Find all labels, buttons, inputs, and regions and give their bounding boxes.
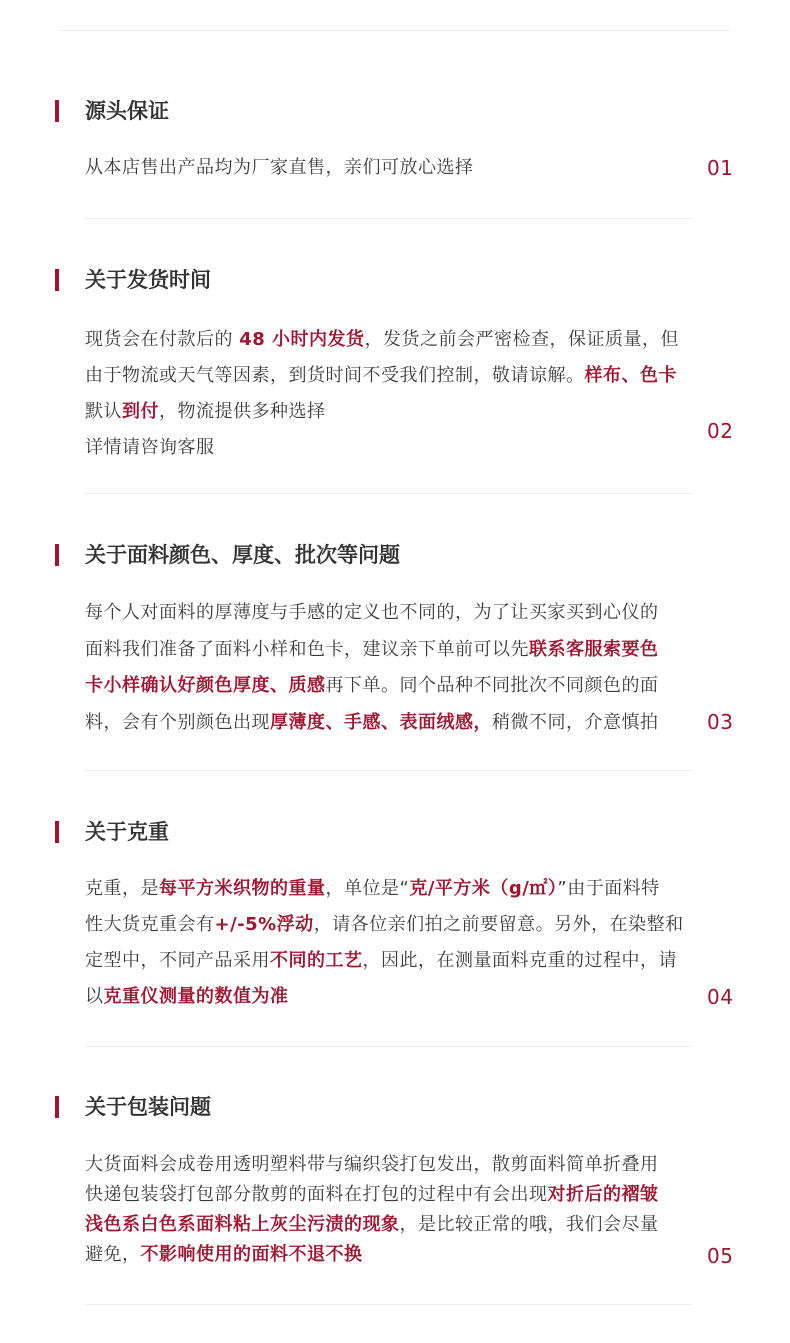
highlight-text: 不影响使用的面料不退不换 <box>140 1244 363 1265</box>
body-text: ”由于面料特 <box>557 878 660 899</box>
section-divider <box>85 1304 692 1305</box>
section-title: 关于面料颜色、厚度、批次等问题 <box>85 543 400 567</box>
body-text: 快递包装袋打包部分散剪的面料在打包的过程中有会出现 <box>85 1184 548 1205</box>
body-text: 详情请咨询客服 <box>85 437 215 458</box>
body-line <box>85 907 693 943</box>
body-text: 克重，是 <box>85 878 159 899</box>
title-accent-bar <box>55 544 59 566</box>
body-line <box>85 595 693 632</box>
body-text: 定型中，不同产品采用 <box>85 950 270 971</box>
body-text: 性大货克重会有 <box>85 914 215 935</box>
body-line <box>85 1240 693 1270</box>
body-text: 稍微不同，介意慎拍 <box>492 711 659 733</box>
highlight-text: 样布、色卡 <box>584 365 677 386</box>
title-accent-bar <box>55 100 59 122</box>
highlight-text: 对折后的褶皱 <box>547 1184 659 1205</box>
body-line <box>85 979 693 1015</box>
highlight-text: +/-5%浮动 <box>214 914 314 935</box>
section-number: 03 <box>707 710 734 734</box>
section-divider <box>85 218 692 219</box>
section-body <box>85 322 693 466</box>
body-text: 默认 <box>85 401 122 422</box>
section-divider <box>85 1046 692 1047</box>
body-line <box>85 871 693 907</box>
section-body <box>85 156 693 180</box>
body-line <box>85 943 693 979</box>
title-accent-bar <box>55 821 59 843</box>
body-line <box>85 156 693 180</box>
body-line <box>85 322 693 358</box>
body-line <box>85 1150 693 1180</box>
highlight-text: 联系客服索要色 <box>529 638 659 660</box>
body-text: ，是比较正常的哦，我们会尽量 <box>399 1214 659 1235</box>
section-body <box>85 871 693 1015</box>
section-title: 源头保证 <box>85 99 169 123</box>
body-line <box>85 668 693 705</box>
body-text: 从本店售出产品均为厂家直售，亲们可放心选择 <box>85 157 474 178</box>
section-title: 关于克重 <box>85 820 169 844</box>
body-text: 每个人对面料的厚薄度与手感的定义也不同的，为了让买家买到心仪的 <box>85 602 659 623</box>
body-text: ，单位是“ <box>325 878 410 899</box>
body-line <box>85 1180 693 1210</box>
title-accent-bar <box>55 269 59 291</box>
section-body <box>85 595 693 741</box>
highlight-text: 到付 <box>122 401 159 422</box>
body-text: 由于物流或天气等因素，到货时间不受我们控制，敬请谅解。 <box>85 365 585 386</box>
section-number: 02 <box>707 419 734 443</box>
body-text: 面料我们准备了面料小样和色卡，建议亲下单前可以先 <box>85 638 529 660</box>
body-text: 避免， <box>85 1244 141 1265</box>
highlight-text: 克重仪测量的数值为准 <box>103 986 289 1007</box>
highlight-text: 卡小样确认好颜色厚度、质感 <box>85 675 326 696</box>
title-accent-bar <box>55 1096 59 1118</box>
body-line <box>85 632 693 669</box>
body-text: ，因此，在测量面料克重的过程中，请 <box>362 950 677 971</box>
body-text: 以 <box>85 986 104 1007</box>
section-number: 04 <box>707 985 734 1009</box>
body-line <box>85 358 693 394</box>
body-text: 再下单。同个品种不同批次不同颜色的面 <box>325 675 659 696</box>
body-text: ，发货之前会严密检查，保证质量，但 <box>364 329 680 350</box>
body-line <box>85 1210 693 1240</box>
body-line <box>85 430 693 466</box>
section-divider <box>85 770 692 771</box>
body-text: 料，会有个别颜色出现 <box>85 711 270 733</box>
body-line <box>85 705 693 742</box>
section-number: 01 <box>707 156 734 180</box>
section-number: 05 <box>707 1244 734 1268</box>
section-title: 关于包装问题 <box>85 1095 211 1119</box>
section-title: 关于发货时间 <box>85 268 211 292</box>
body-text: 现货会在付款后的 <box>85 329 240 350</box>
body-text: ，物流提供多种选择 <box>159 401 326 422</box>
highlight-text: 48 小时内发货 <box>239 329 365 350</box>
body-line <box>85 394 693 430</box>
highlight-text: 每平方米织物的重量 <box>159 878 326 899</box>
body-text: 大货面料会成卷用透明塑料带与编织袋打包发出，散剪面料简单折叠用 <box>85 1154 659 1175</box>
body-text: ，请各位亲们拍之前要留意。另外，在染整和 <box>313 914 684 935</box>
top-divider <box>58 30 730 31</box>
highlight-text: 不同的工艺 <box>270 950 363 971</box>
highlight-text: 厚薄度、手感、表面绒感， <box>270 711 492 733</box>
highlight-text: 浅色系白色系面料粘上灰尘污渍的现象 <box>85 1214 400 1235</box>
section-divider <box>85 493 692 494</box>
section-body <box>85 1150 693 1270</box>
highlight-text: 克/平方米（g/㎡） <box>409 878 558 899</box>
